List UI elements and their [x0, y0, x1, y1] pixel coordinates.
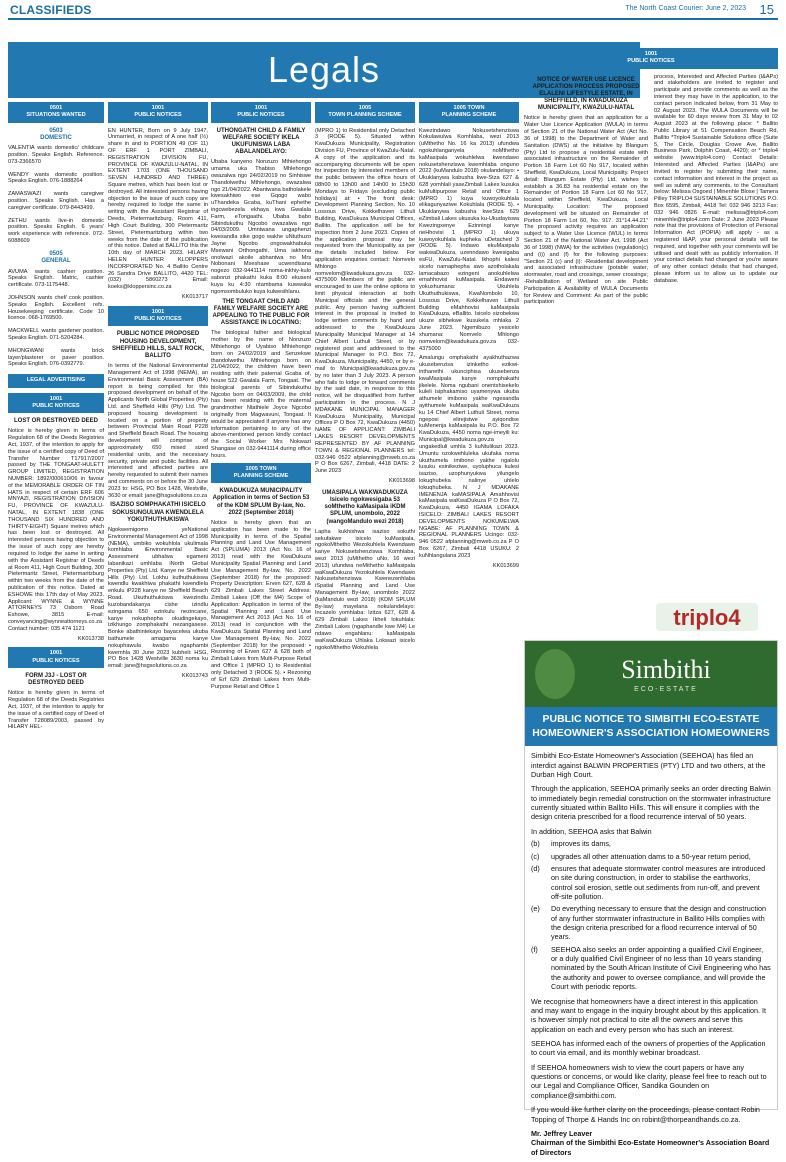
simbithi-paragraph: SEEHOA has informed each of the owners of properties of the Application to court via email, and its monthly webinar broadcast. [531, 1038, 766, 1058]
simbithi-brand-bar [525, 641, 777, 707]
simbithi-brand: Simbithi [621, 654, 711, 684]
notice-title: THE TONGAAT CHILD AND FAMILY WELFARE SOCIETY ARE APPEALING TO THE PUBLIC FOR ASSISTANCE IN LOCATING: [212, 298, 310, 327]
notice-body: Kwezindawo Nokusetshenziswa Kokulawulwa Komhlaba, wezi 2013 (uMthetho No. 16 ka 2013) ufundwa ngokuhlanganyela noMthetho kaMasipala wokuhlelwa kwendawo nokusetshenziswa kwemhlaba onguno 2022 (kuMandulo 2018) okulandelayo: • Ukuklanywa kabusha kwe-Stza 627 & 628 yomhlali yaseZimbali Lakes kusuka kuMultipurpose Retail and Office 1 (MPRO 1) kuya kuwoyokuhlala elikagunyaziwe Kokuhlala (RODE 5). • Ukuklanywa kabusha kweStza 629 eZimbali Lakes ukusuka ku-Ukudayiswa Kwezingxenye Ezinningi kanye neHhovisi 1 (MPRO 1) ukuya kuwoyokuhlala kupheka uDetached 3 (RODE 5). Indawo ekuMasipala wakwaDukuza, uzenndawo kwesigaba esFU, KwaZulu-Natal. Ikhophi kalesi sicelo namaphepha awo azotholakala lamacabazo ezingeni anokuhlelwa emahhovisi kuMasipala. Endaweni yokuxhumana: Ukuhlela Ukuthuthukiswa, KwaNombolo 10, Lossous Drive, Kokkelhaven Lithuli Building eMahhovisi kaMasipala KwaDukuza, eBallito. Isicelo sizobekwa ukuze sibhekwe kusukela mhlaka 2 June 2023. Ngemibuzo yesicelo xhumana: Nomvelo Mhlongo nomvelom@kwadukuza.gov.za 032-4375000 [419, 127, 519, 352]
category-header: 1001 PUBLIC NOTICES [524, 48, 778, 69]
notice-body: (MPRO 1) to Residential only Detached 3 (RODE 5). Situated within KwaDukuza Municipality, Registration Division FU, Province of KwaZulu-Natal. A copy of the application and its accompanying documents will be open for inspection by interested members of the public between the office hours of 08h00 to 13h00 and 14h00 to 15h30 Mondays to Fridays (excluding public holidays) at: • The front desk: Development Planning Section, No. 10 Lossous Drive, Kokkelhaven Lithuli Building, KwaDukuza Municipal Offices, Ballito. The application will be for inspection from 2 June 2023. Copies of the application proposal may be requested from the Municipality as per the details included below. For application enquiries contact: Nomvelo Mhlongo nomvelom@kwadukuza.gov.za 032-4375000 Members of the public are encouraged to use the online options to limit physical interaction at both Municipal officials and the general public. Any person having sufficient interest in the proposal is invited to lodge written comments by hand and addressed to the KwaDukuza Municipality Municipal Manager at 14 Chief Albert Luthuli Street, or by registered post and addressed to the Municipal Manager to P.O. Box 72, KwaDukuza, Municipality, 4450, or by e-mail to Municipal@kwadukuza.gov.za by no later than 3 July 2023. A person who fails to lodge or forward comments by the said date, in response to this notice, will be disqualified from further participation in the process. N J MDAKANE MUNICIPAL MANAGER KwaDukuza Municipality, Municipal Offices P O Box 72, KwaDukuza (4450) NAME OF APPLICANT: ZIMBALI LAKES RESORT DEVELOPMENTS REPRESENTED BY AF PLANNING TOWN & REGIONAL PLANNERS tel: 032-946 0522 afplanning@mweb.co.za P O Box 6267, Zimbali, 4418 DATE: 2 June 2023 [315, 127, 415, 475]
simbithi-headline-2: HOMEOWNER'S ASSOCIATION HOMEOWNERS [532, 726, 770, 739]
simbithi-list [531, 839, 771, 991]
category-header: 1005 TOWN PLANNING SCHEME [211, 463, 311, 484]
category-header: 1005 TOWN PLANNING SCHEME [419, 102, 519, 123]
column-4 [315, 102, 415, 932]
category-header: 1001 PUBLIC NOTICES [211, 102, 311, 123]
simbithi-paragraph: Through the application, SEEHOA primarily seeks an order directing Balwin to immediately begin remedial construction on the stormwater infrastructure currently situated within Ballito Hills. This will ensure it complies with the design criteria prescribed for a flood recurrence interval of 50 years. [531, 784, 771, 822]
notice-title: UTHONGATHI CHILD & FAMILY WELFARE SOCIETY IKELA UKUFUNISWA LABA ABALANDELAYO: [216, 127, 306, 156]
category-header: 1001 PUBLIC NOTICES [8, 647, 104, 668]
notice-title: KWADUKUZA MUNICIPALITY Application in terms of Section 53 of the KDM SPLUM By-law, No. 2022 (September 2018) [212, 488, 310, 516]
notice-body: Notice is hereby given that an application has been made to the Municipality in terms of the Spatial Planning and Land Use Management Act (SPLUMA) 2013 (Act No. 16 of 2013) read with the KwaDukuza Municipality Spatial Planning and Land Use Management By-law, No. 2022 (September 2018) for the proposed: Property Description: Erven 627, 628 & 629 Zimbali Lakes Street Address: Zimbali Lakes (Off the M4) Scope of Application: Application in terms of the Spatial Planning and Land Use Management Act 2013 (Act No. 16 of 2013) read in conjunction with the KwaDukuza Spatial Planning and Land Use Management By-law, No. 2022 (September 2018) for the proposed: • Rezoning of Erven 627 & 628 both of Zimbali Lakes from Multi-Purpose Retail and Office 1 (MPRO 1) to Residential only Detached 3 (RODE 5). • Rezoning of Erf 629 Zimbali Lakes from Multi-Purpose Retail and Office 1 [211, 520, 311, 690]
simbithi-advert [524, 640, 778, 1157]
notice-title: NOTICE OF WATER USE LICENCE APPLICATION PROCESS PROPOSED ELALENI LIFESTYLE ESTATE, IN SHEFFIELD, IN KWADUKUZA MUNICIPALITY, KWAZULU-NATAL [532, 76, 640, 112]
notice-title: UMASIPALA WAKWADUKUZA Isicelo ngokwesigaba 53 soMthetho kaMasipala iKDM SPLUM, unombolo, 2022 (wangoMandulo wezi 2018) [322, 489, 408, 525]
column-3 [211, 102, 311, 1107]
category-header: 0501 SITUATIONS WANTED [8, 102, 104, 123]
page-header [0, 0, 786, 40]
subcategory-header: 0503 DOMESTIC [40, 127, 72, 141]
notice-body: In terms of the National Environmental Management Act of 1998 (NEMA), an Environmental Basic Assessment (BA) report is being compiled for this proposed development on behalf of the Applicants North Global Properties (Pty) Ltd. and Sheffield Hills (Pty) Ltd. The proposed housing development is located on a portion of property between Provincial Main Road P228 and Sheffield Beach Road. The housing development will comprise of approximately 650 mixed sized residential units, and the necessary security, private and public facilities. All interested and affected parties are hereby requested to submit their names and comments on or before the 30 June 2023 to: HSG, PO Box 1428, Westville, 3630 or email: jane@hsgsolutions.co.za [108, 363, 208, 499]
signature-title: Chairman of the Simbithi Eco-Estate Homeowner's Association Board of Directors [531, 1138, 770, 1157]
notice-body: Notice is hereby given that an application for a Water Use Licence Application (WULA) in terms of Section 21 of the National Water Act (Act No. 36 of 1998) to the Department of Water and Sanitation (DWS) at the initiative by Blangum (Pty) Ltd to propose a residential estate with associated infrastructure on the Remainder of Portion 18 Farm Lot 60 No 917, located within Sheffield, KwaDukuza, Local Municipality. Project detail: Blangum Estate (Pty) Ltd. wishes to establish a 36.83 ha residential estate on the Remainder of Portion 18 Farm Lot 60 No 917, located within Sheffield, KwaDukuza, Local Municipality. Location: The proposed development will be situated on Remainder of Portion 18 Farm Lot 60, No. 917. 31°14.44.21" The proposed activity requires an application subject to a Water Use Licence (WUL) in terms Section 21 of the National Water Act, 1998 (Act 36 of 1998) (NWA) for the activities (regulation(c) and (i)) and (f) for the following purposes: "Section 21 (c) and (i): -Residential development and associated infrastructure (potable water, stormwater, road and crossings, sewer crossings; -Rehabilitation of Wetland on site Public Participation & Availability of WULA Documents for Review and Comment: As part of the public participation [524, 115, 648, 306]
notice-body: Lapha kukhishwa isaziso sokuthi sekufakwe isicelo kuMasipala, ngokoMthetho Wezokuhlela Kwendawo kanye Nokusetshenziswa Komhlaba, wezi 2013 (uMthetho uNo. 16 wezi 2013) ufundwa neMithetho kaMasipala waKwaDukuza Yezokuhlela Kwendawo Nokusetshenziswa Kwenezenhlaba iSpatial Planning and Land Use Management By-law, unombolo 2022 (kaMandulo wezi 2018) (KDM SPLUM By-law) mayelana nokulandelayo: Incazelo yomhlaba: Izitza 627, 628 & 629 Zimbali Lakes Ikheli lokuhlala: Zimbali Lakes (ngaphandle kwe M4) Le ndawo engahlanu: kaMasipala waKwaDukuza Uhlaka Lokwazi isicelo ngokoMthetho Wokuhlela [315, 528, 415, 651]
header-rule [8, 18, 778, 20]
simbithi-paragraph: If you would like further clarity on the proceedings, please contact Robin Topping of Thorpe & Hands Inc on robint@thorpeandhands.co.za. [531, 1105, 760, 1124]
notice-body: EN HUNTER, Born on 9 July 1947, Unmarried, in respect of A one half (½) share in and to PORTION 49 (OF 11) OF ERF 1 PORT ZIMBALI, REGISTRATION DIVISION FU, PROVINCE OF KWAZULU-NATAL, IN EXTENT 1703 (ONE THOUSAND SEVEN HUNDRED AND THREE) Square metres, which has been lost or destroyed. All interested persons having objection to the issue of such copy are hereby required to lodge the same in writing with the Assistant Registrar of Deeds, Pietermaritzburg, Room 411, High Court Building, 300 Pietermaritz Street, Pietermaritzburg within two weeks from the date of the publication of this notice. Dated at BALLITO this the 10th day of MARCH 2023. HILARY HELEN HUNTER KLOPPERS INCORPORATED No. 4 Ballito Centre 26 Sandra Drive BALLITO, 4420 TEL: (032) 5860273 Email: koeks@kloppersinc.co.za [108, 127, 208, 291]
classified-ad: AVUMA wants cashier position. Speaks English. Matric, cashier certificate. 073-1175448. [8, 268, 104, 289]
notice-body: Ngokwemigomo yeNational Environmental Management Act of 1998 (NEMA), umbiko wokuhlola ukulimala komhlaba iEnvironmental Basic Assessment ubhalwa egameni labanikazi umhlaba iNorth Global Properties (Pty) Ltd. Kanye ne Sheffield Hills (Pty) Ltd. Lokhu kuthuthukiswa kwendlu kwakhiwa phakathi kwendlela enkulu iP228 kanye ne Sheffield Beach Road. Ukuthuthukiswa kwezindlu kuzobandakanya cishe izindlu ezingama 650 ezinkulu nezincane, kanye nokuphepha okudingekayo, izikhungo zomphakathi nezangasese. Bonke abathintekayo bayacelwa ukuba bathumele amagama kanye nokuphawula kwabo ngaphambi kwemhla 30 June 2023 kubheli: HSG, PO Box 1428 Westville 3630 noma ku email: jane@hsgsolutions.co.za [108, 526, 208, 670]
list-item: (e) Do everything necessary to ensure that the design and construction of any further stormwater infrastructure in Ballito Hills complies with the design criteria prescribed for a flood recurrence interval of 50 years. [531, 904, 766, 942]
category-header: LEGAL ADVERTISING [8, 374, 104, 387]
notice-body: Ubaba kanyeno Nonzuzo Mthiehongo umama uka Thabiso Mhlehongo owazalwa ngo 24/02/2019 no Sinhiswe Thandolwethu Mthiehongo, owazalwa ngo 21/04/2022. Abantwana batholakele kwesakhiwo ese Gqogo wabo uThandeka Gcaba, kuThani ephethe ingcwebezela ekhaya kwa Gwalala Farm, eTongaathi. Ubaba babo Sibindukuthu Ngcobo owazalwa ngo 04/03/2009. Umntwana ungaphenzi kwesandla sike gogo wakhe uNtuthuzo Jayne Ngcobo ongowakhabuka Msewani Orthongathi. Uma iakhona onolwazi akoile abhantwa no Mrs Nobonani Mseshase ucwendisana nogezo 032-9441114 noma-inkhiy-kulo sabonzi phakathi kuka 8:00 ekuseni kuya ku 4:30 ntambama kuwwaka ngomsombuluko kuya kulwesihlanu. [211, 159, 311, 295]
column-1 [8, 102, 104, 1107]
classified-ad: JOHNSON wants chef/ cook position. Speaks English. Excellent refs. Housekeeping certificate. Code 10 licence. 068-1769500. [8, 294, 104, 322]
classified-ad: MACKWELL wants gardener position. Speaks English. 071-5204284. [8, 328, 104, 342]
notice-body: Notice is hereby given in terms of Regulation 68 of the Deeds Registries Act, 1937, of the intention to apply for the issue of a certified copy of Deed of Transfer T28089/2003, passed by HILARY HEL- [8, 690, 104, 731]
category-header: 1001 PUBLIC NOTICES [8, 393, 104, 414]
classified-ad: VALENTIA wants domestic/ childcare position. Speaks English. Reference. 073-2366570 [8, 145, 104, 165]
notice-body: process, Interested and Affected Parties (I&APs) and stakeholders are invited to register and participate and provide comments as well as the interest they may have in the application, to the contact person indicated below, from 31 May to 02 August 2023. The WULA Documents will be available for 60 days review from 31 May to 02 August 2023 at the following place: * Ballito Public Library at 51 Compensation Beach Rd, Ballito *Triplo4 Sustainable Solutions office (Suite 5, The Circle, Douglas Crowe Ave, Ballito Business Park, Dolphin Coast, 4420); or * triplo4 website (www.triplo4.com) Contact Details: Interested and Affected Parties (I&APs) are invited to register by submitting their name, contact information and interest in the project as well as submit any comments, to the Consultant below: Melissa Osgoed | Minenhle Blose | Tamera Pilley TRIPLO4 SUSTAINABLE SOLUTIONS P.O. Box 6595, Zimbali, 4418 Tel: 032 946 3213 Fax: 032 946 0826 E-mail: melissa@triplo4.com minenhle@triplo4.com Date: 2 June 2023 Please note that the provisions of Protection of Personal Information Act (POPIA) will apply - as a registered I&AP, your personal details will be required, and together with your comments will be utilised and dealt with as publicly information. If your contact details had changed or you're aware of any other contact details that had changed, please inform us to allow us to update our database. [654, 73, 778, 284]
classified-ad: MHONGWANI wants brick layer/plasterer or paver position. Speaks English. 076-0392779. [8, 347, 104, 368]
classified-ad: ZAMASWAZI wants caregiver position. Speaks English. Has a caregiver certificate. 079-8443499. [8, 191, 104, 211]
simbithi-tagline: ECO-ESTATE [634, 685, 698, 693]
classified-ad: WENDY wants domestic position. Speaks English. 076-1888264 [8, 171, 104, 185]
triplo4-logo-mark [652, 599, 762, 635]
notice-title: LOST OR DESTROYED DEED [13, 418, 98, 425]
column-6 [524, 48, 778, 668]
newspaper-dateline: The North Coast Courier: June 2, 2023 [625, 5, 746, 12]
triplo4-logo [652, 598, 762, 636]
category-header: 1005 TOWN PLANNING SCHEME [315, 102, 415, 123]
notice-reference: KK013698 [388, 477, 415, 484]
notice-reference: KK013738 [77, 635, 104, 642]
simbithi-paragraph: In addition, SEEHOA asks that Balwin [531, 826, 652, 836]
simbithi-paragraph: Simbithi Eco-Estate Homeowner's Association (SEEHOA) has filed an interdict against BALWIN PROPERTIES (PTY) LTD and two others, at the Durban High Court. [531, 751, 766, 779]
signature-name: Mr. Jeffrey Leaver [531, 1128, 593, 1138]
simbithi-body [525, 746, 777, 1162]
subcategory-header: 0505 GENERAL [41, 250, 71, 265]
legals-title: Legals [267, 49, 381, 91]
section-title: CLASSIFIEDS [10, 3, 92, 17]
column-5 [419, 102, 519, 662]
category-header: 1001 PUBLIC NOTICES [108, 102, 208, 123]
list-item: (f) SEEHOA also seeks an order appointing a qualified Civil Engineer, or a duly qualified Civil Engineer of no less than 10 years standing nominated by the South African Institute of Civil Engineering who has the authority and power to oversee compliance, and will provide the Court with periodic reports. [531, 944, 771, 992]
simbithi-paragraph: If SEEHOA homeowners wish to view the court papers or have any questions or concerns, or would like clarity, please feel free to reach out to our Legal and Compliance Officer, Sandika Gounden on compliance@simbithi.com. [531, 1062, 767, 1100]
list-item: (c) upgrades all other attenuation dams to a 50-year return period, [531, 851, 751, 861]
page-number: 15 [759, 2, 774, 17]
notice-title: PUBLIC NOTICE PROPOSED HOUSING DEVELOPMENT, SHEFFIELD HILLS, SALT ROCK, BALLITO [112, 331, 204, 359]
category-header: 1001 PUBLIC NOTICES [108, 306, 208, 327]
notice-title: ISAZISO SOMPHAKATHI ISICELO SOKUSUNGULWA KWENDLELA YOKUTHUTHUKISWA [110, 502, 206, 523]
notice-body: The biological father and biological mother by the name of Nonzuzo Mthiehongo of Uyabiso Mthiehongo born on 24/02/2019 and Senzekwe thandolwethu Mthiehongo born on 21/04/2022, the children have been residing with their paternal Gcaba of, house 522 Gwalala Farm, Tongaat. The biological parents of Sibindukuthu Ngcobo born on 04/03/2009, the child has been residing with the maternal grandmother Ntathiele Joyce Ngcobo originally from Magwavuni, Tongaat. It would be appreciated if anyone has any information pertaining to any of the above-mentioned person kindly contact the Social Worker Mrs Nokwazi Shangase on 032-9441114 during office hours. [211, 330, 311, 459]
notice-title: FORM J3J - LOST OR DESTROYED DEED [25, 672, 87, 687]
simbithi-paragraph: We recognise that homeowners have a direct interest in this application and may want to engage in the inquiry brought about by this application. It is however simply not practical to cite all the owners and serve this application on each and every person who has such an interest. [531, 996, 766, 1034]
notice-reference: KK013699 [492, 562, 519, 569]
notice-reference: KK013743 [181, 673, 208, 679]
classified-ad: ZETHU wants live-in domestic position. Speaks English. 6 years' work experience with reference. 072-6088609 [8, 217, 104, 245]
leaf-icon [535, 649, 575, 699]
notice-body: Amalungu omphakathi ayakhuthazwa ukusebenzisa izinketho ezikwi-inthanethi ukunciphisa ukusebenza kwaMasipala kanye nomphakathi jikelele. Noma ngubani onentshisekelo kuleli isiphakamiso uyamenywa ukuba athumele imibono yakhe ngesandla ayithumele kuMasipala waKwaDukuza ku 14 Chief Albert Luthuli Street, noma ngeposi elirejistwe ayiqondise kuMenenja kaMasipala ku P.O. Box 72 KwaDukuza, 4450 noma nge-imeyili ku: Municipal@kwadukuza.gov.za ungakedluli umhla 3 kuNtulikazi 2023. Umuntu ozokwehluleka ukufaka noma ukuthumela imibono yakhe ngalolu lusuku esinikeziwe, uyoluphuca kulesi isaziso, uzophunyukwa yilungelo lokuqhubeka nalinye uhlelo lokuqhubeka. N J MDAKANE IMENENJA kaMASIPALA Amahhovisi kaMasipala waKwaDukuza P O Box 72, KwaDukuza, 4450 IGAMA LOFAKA ISICELO: ZIMBALI LAKES RESORT DEVELOPMENTS NOKUMELWA NGABE: AF PLANNING TOWN & REGIONAL PLANNERS Ucingo: 032-946 0522 afplanning@mweb.co.za P O Box 6267, Zimbali 4418 USUKU: 2 kuNhlangulana 2023 [419, 355, 519, 559]
notice-reference: KK013717 [181, 294, 208, 301]
simbithi-headline-1: PUBLIC NOTICE TO SIMBITHI ECO-ESTATE [542, 713, 760, 725]
simbithi-headline-box [525, 707, 777, 746]
list-item: (b) improves its dams, [531, 839, 611, 849]
list-item: (d) ensures that adequate stormwater control measures are introduced on site during construction, in order to stabilise the earthworks, control soil erosion, settle out sediments from run-off, and prevent off-site pollution. [531, 863, 766, 901]
column-2 [108, 102, 208, 1107]
notice-body: Notice is hereby given in terms of Regulation 68 of the Deeds Registries Act, 1937, of the intention to apply for the issue of a certified copy of Deed of Transfer Number T17917/2007 passed by THE TONGAAT-HULETT GROUP LIMITED, REGISTRATION NUMBER: 1892/000610/06 in favour of the MEMORABLE ORDER OF TIN HATS in respect of certain ERF 606 MNYAZI, REGISTRATION DIVISION FU, PROVINCE OF KWAZULU-NATAL, IN EXTENT 1838 (ONE THOUSAND SIX HUNDRED AND THIRTY-EIGHT) Square metres which has been lost or destroyed. All interested persons having objection to the issue of such copy are hereby required to lodge the same in writing with the Assistant Registrar of Deeds at Room 411, High Court Building, 300 Pietermaritz Street, Pietermaritzburg within two weeks from the date of the publication of this notice. Dated at ESHOWE this 17th day of May 2023. Applicant: WYNNE & WYNNE ATTORNEYS 73 Osborn Road Eshowe, 3815 E-mail: conveyancing@wynneattorneys.co.za Contact number: 035 474 1121 [8, 428, 104, 632]
svg-text:triplo4: triplo4 [673, 605, 741, 630]
